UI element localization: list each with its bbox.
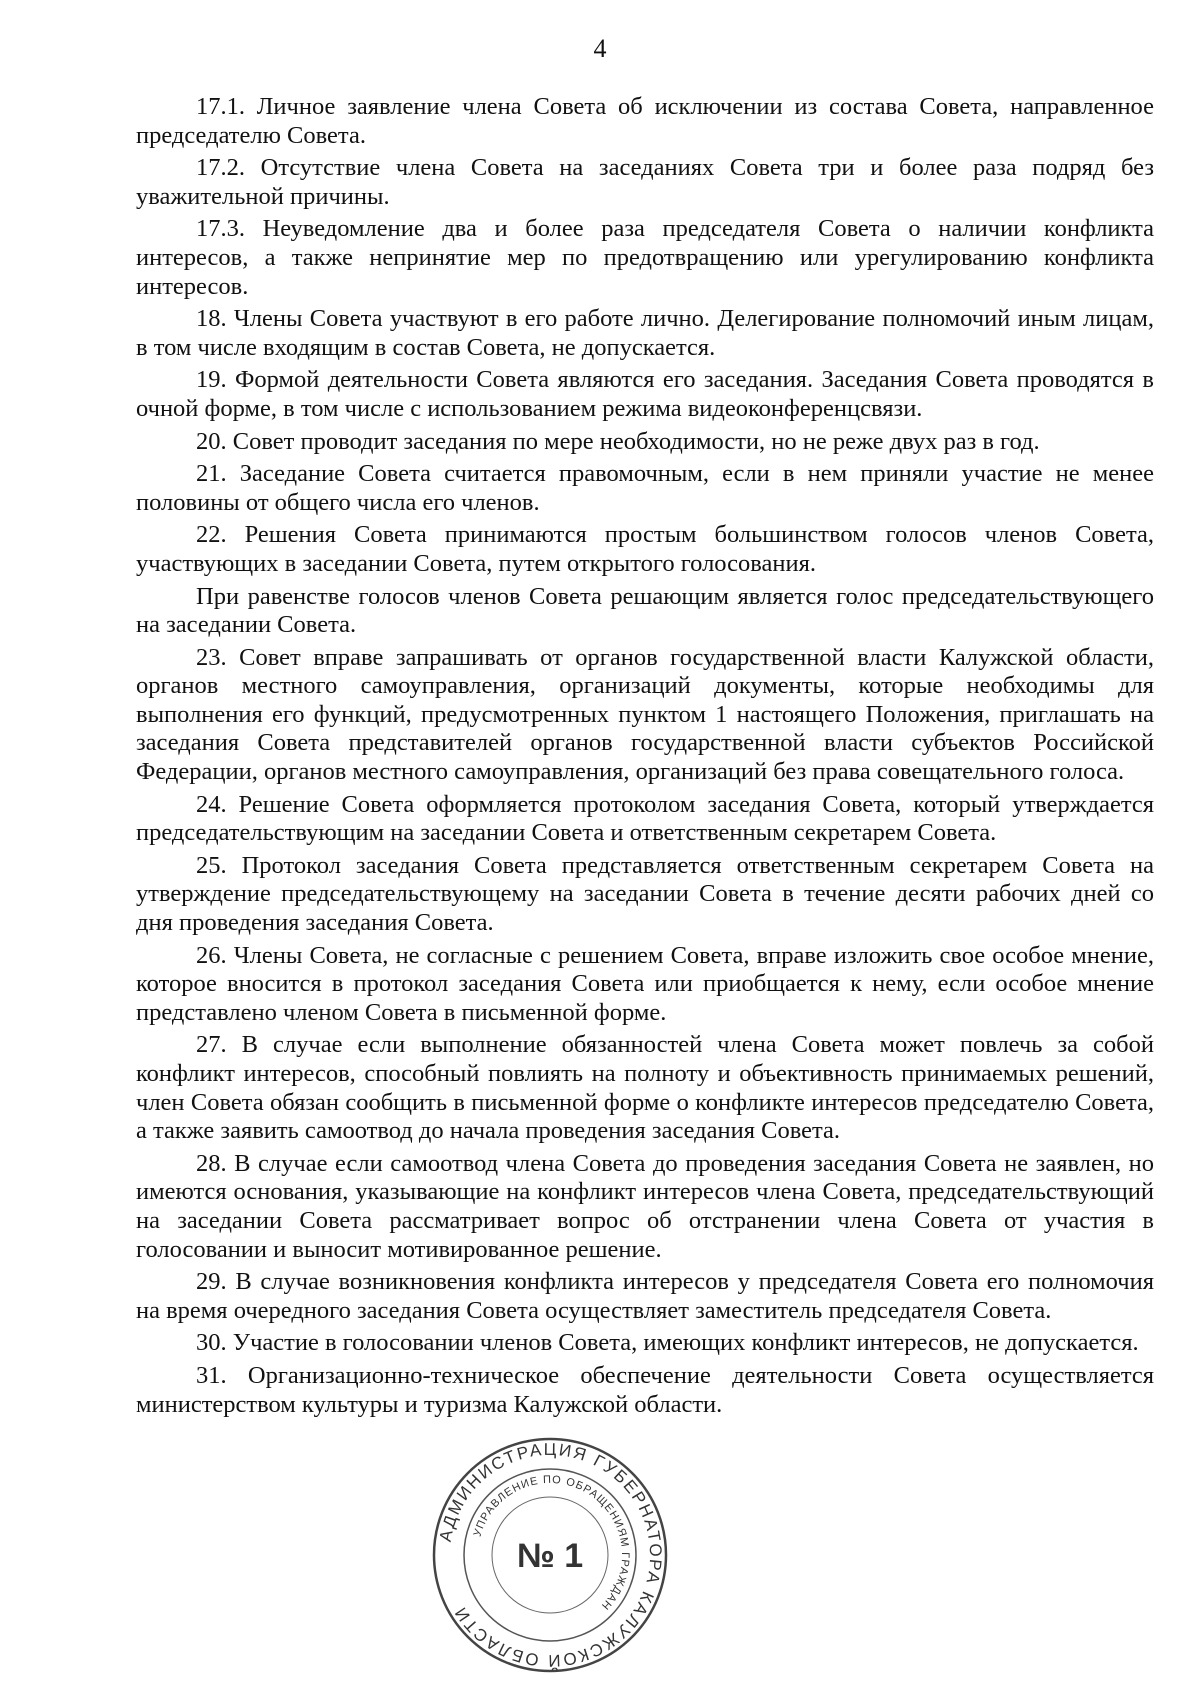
stamp-outer-text: АДМИНИСТРАЦИЯ ГУБЕРНАТОРА КАЛУЖСКОЙ ОБЛАСТИ xyxy=(435,1439,666,1671)
paragraph-19: 19. Формой деятельности Совета являются его заседания. Заседания Совета проводятся в очной форме, в том числе с использованием режима видеоконференцсвязи. xyxy=(136,366,1154,422)
paragraph-28: 28. В случае если самоотвод члена Совета до проведения заседания Совета не заявлен, но имеются основания, указывающие на конфликт интересов члена Совета, председательствующий на заседании Совета рассматривает вопрос об отстранении члена Совета от участия в голосовании и выносит мотивированное решение. xyxy=(136,1149,1154,1263)
paragraph-26: 26. Члены Совета, не согласные с решением Совета, вправе изложить свое особое мнение, которое вносится в протокол заседания Совета или приобщается к нему, если особое мнение представлено членом Совета в письменной форме. xyxy=(136,941,1154,1026)
paragraph-23: 23. Совет вправе запрашивать от органов государственной власти Калужской области, органов местного самоуправления, организаций документы, которые необходимы для выполнения его функций, предусмотренных пунктом 1 настоящего Положения, приглашать на заседания Совета представителей органов государственной власти субъектов Российской Федерации, органов местного самоуправления, организаций без права совещательного голоса. xyxy=(136,643,1154,786)
page-number: 4 xyxy=(593,34,607,63)
paragraph-30: 30. Участие в голосовании членов Совета, имеющих конфликт интересов, не допускается. xyxy=(196,1329,1139,1357)
paragraph-17-2: 17.2. Отсутствие члена Совета на заседаниях Совета три и более раза подряд без уважительной причины. xyxy=(136,154,1154,210)
document-body xyxy=(136,93,1154,1423)
paragraph-24: 24. Решение Совета оформляется протоколом заседания Совета, который утверждается председательствующим на заседании Совета и ответственным секретарем Совета. xyxy=(136,790,1154,847)
paragraph-18: 18. Члены Совета участвуют в его работе лично. Делегирование полномочий иным лицам, в том числе входящим в состав Совета, не допускается. xyxy=(136,305,1154,361)
paragraph-21: 21. Заседание Совета считается правомочным, если в нем приняли участие не менее половины от общего числа его членов. xyxy=(136,460,1154,516)
paragraph-25: 25. Протокол заседания Совета представляется ответственным секретарем Совета на утверждение председательствующему на заседании Совета в течение десяти рабочих дней со дня проведения заседания Совета. xyxy=(136,851,1154,937)
paragraph-17-1: 17.1. Личное заявление члена Совета об исключении из состава Совета, направленное председателю Совета. xyxy=(136,93,1154,149)
official-stamp xyxy=(430,1435,670,1675)
paragraph-22-tie: При равенстве голосов членов Совета решающим является голос председательствующего на заседании Совета. xyxy=(136,582,1154,639)
stamp-number: № 1 xyxy=(516,1537,584,1575)
stamp-inner-text: УПРАВЛЕНИЕ ПО ОБРАЩЕНИЯМ ГРАЖДАН xyxy=(471,1473,632,1613)
paragraph-27: 27. В случае если выполнение обязанностей члена Совета может повлечь за собой конфликт интересов, способный повлиять на полноту и объективность принимаемых решений, член Совета обязан сообщить в письменной форме о конфликте интересов председателю Совета, а также заявить самоотвод до начала проведения заседания Совета. xyxy=(136,1031,1154,1145)
paragraph-31: 31. Организационно-техническое обеспечение деятельности Совета осуществляется министерством культуры и туризма Калужской области. xyxy=(136,1361,1154,1418)
paragraph-29: 29. В случае возникновения конфликта интересов у председателя Совета его полномочия на время очередного заседания Совета осуществляет заместитель председателя Совета. xyxy=(136,1268,1154,1324)
paragraph-17-3: 17.3. Неуведомление два и более раза председателя Совета о наличии конфликта интересов, а также непринятие мер по предотвращению или урегулированию конфликта интересов. xyxy=(136,215,1154,300)
stamp-seal-icon xyxy=(430,1435,670,1675)
paragraph-22: 22. Решения Совета принимаются простым большинством голосов членов Совета, участвующих в заседании Совета, путем открытого голосования. xyxy=(136,521,1154,577)
paragraph-20: 20. Совет проводит заседания по мере необходимости, но не реже двух раз в год. xyxy=(196,427,1040,455)
